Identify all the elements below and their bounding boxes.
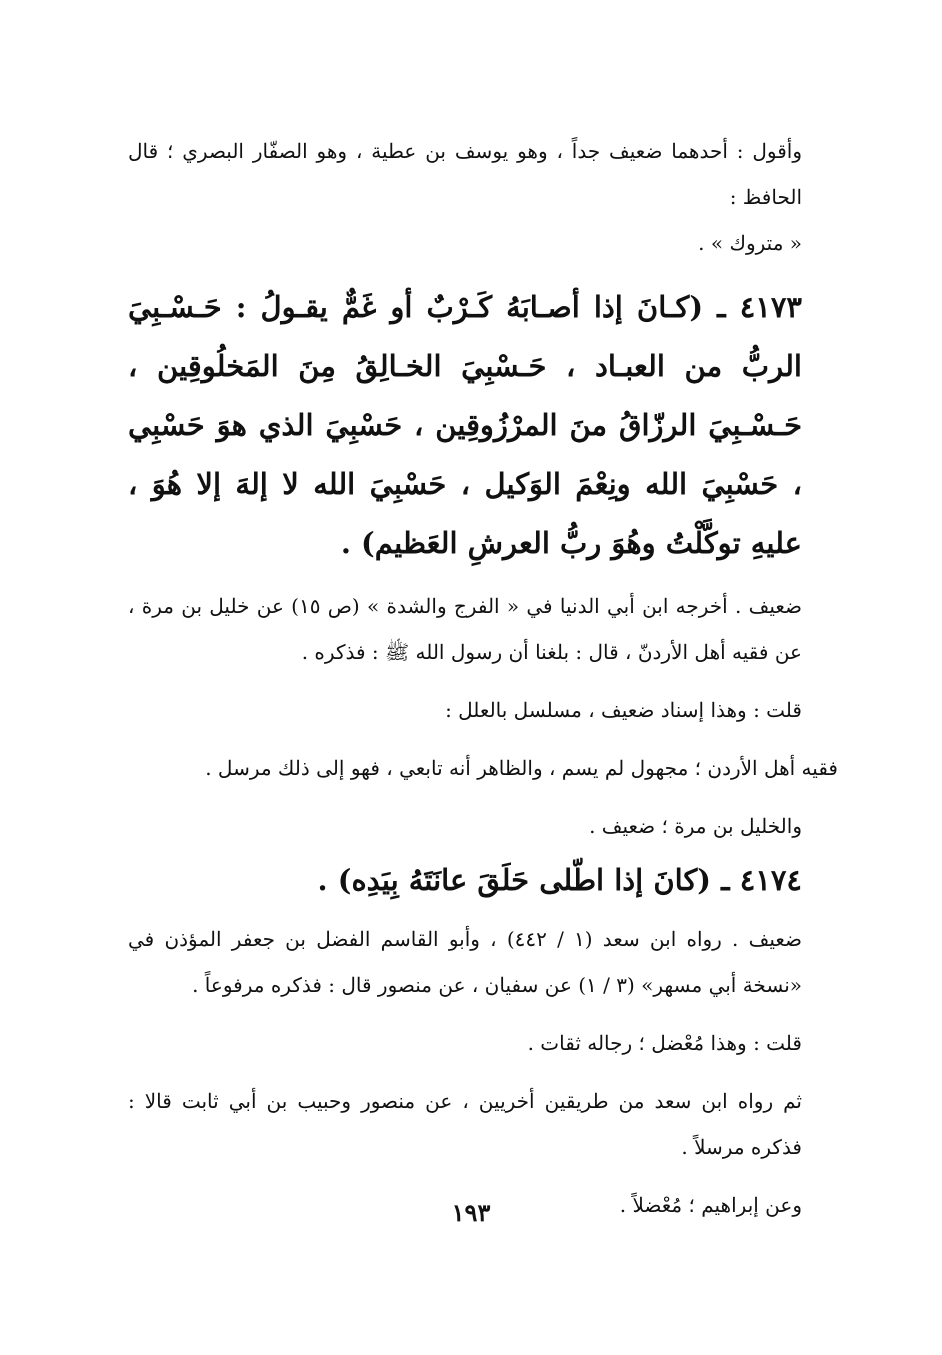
paragraph-takhrij-4174: ضعيف . رواه ابن سعد (١ / ٤٤٢) ، وأبو القاسم الفضل بن جعفر المؤذن في «نسخة أبي مسهر» (٣ / ١) عن سفيان ، عن منصور قال : فذكره مرفوعاً . bbox=[128, 927, 802, 997]
paragraph-comment-1: قلت : وهذا إسناد ضعيف ، مسلسل بالعلل : bbox=[445, 698, 802, 722]
page-number: ١٩٣ bbox=[451, 1198, 491, 1227]
paragraph-matruk: « متروك » . bbox=[698, 231, 802, 255]
paragraph-takhrij-4173: ضعيف . أخرجه ابن أبي الدنيا في « الفرج والشدة » (ص ١٥) عن خليل بن مرة ، عن فقيه أهل الأردنّ ، قال : بلغنا أن رسول الله ﷺ : فذكره . bbox=[128, 594, 802, 664]
paragraph-comment-5: ثم رواه ابن سعد من طريقين أخريين ، عن منصور وحبيب بن أبي ثابت قالا : فذكره مرسلاً . bbox=[128, 1089, 802, 1159]
hadith-4174: ٤١٧٤ ـ (كانَ إذا اطّلى حَلَقَ عانَتَهُ بِيَدِه) . bbox=[317, 863, 802, 897]
page-body bbox=[128, 128, 838, 1228]
paragraph-comment-3: والخليل بن مرة ؛ ضعيف . bbox=[589, 814, 802, 838]
paragraph-comment-6: وعن إبراهيم ؛ مُعْضلاً . bbox=[619, 1193, 802, 1217]
paragraph-comment-2: فقيه أهل الأردن ؛ مجهول لم يسم ، والظاهر أنه تابعي ، فهو إلى ذلك مرسل . bbox=[205, 756, 838, 780]
paragraph-intro: وأقول : أحدهما ضعيف جداً ، وهو يوسف بن عطية ، وهو الصفّار البصري ؛ قال الحافظ : bbox=[128, 139, 802, 209]
paragraph-comment-4: قلت : وهذا مُعْضل ؛ رجاله ثقات . bbox=[527, 1031, 802, 1055]
hadith-4173: ٤١٧٣ ـ (كـانَ إذا أصـابَهُ كَـرْبٌ أو غَمٌّ يقـولُ : حَـسْـبِيَ الربُّ من العبـاد ، حَـسْبِيَ الخـالِقُ مِنَ المَخلُوقِين ، حَـسْـبِيَ الرزّاقُ منَ المرْزُوقِين ، حَسْبِيَ الذي هوَ حَسْبِي ، حَسْبِيَ الله ونِعْمَ الوَكيل ، حَسْبِيَ الله لا إلهَ إلا هُوَ ، عليهِ توكَّلْتُ وهُوَ ربُّ العرشِ العَظيم) . bbox=[128, 290, 802, 560]
